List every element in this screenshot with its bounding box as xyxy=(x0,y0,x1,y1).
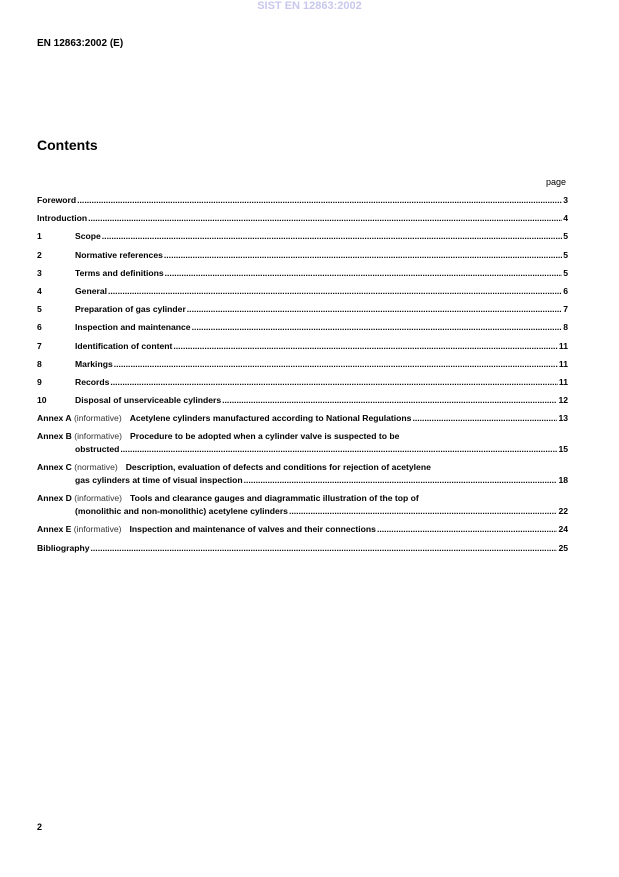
annex-line-1 xyxy=(37,462,568,475)
dot-leader xyxy=(187,304,562,314)
section-number: 6 xyxy=(37,322,42,333)
annex-label: Annex A xyxy=(37,413,72,424)
entry-title: Identification of content xyxy=(75,340,173,351)
toc-annex-entry[interactable] xyxy=(37,493,568,518)
dot-leader xyxy=(120,444,557,454)
annex-title: Procedure to be adopted when a cylinder valve is suspected to be xyxy=(130,431,400,442)
dot-leader xyxy=(165,268,563,278)
entry-title: Terms and definitions xyxy=(75,267,164,278)
entry-page: 22 xyxy=(558,505,568,516)
dot-leader xyxy=(110,377,558,387)
annex-type: (informative) xyxy=(74,431,123,442)
section-number: 2 xyxy=(37,249,42,260)
entry-page: 5 xyxy=(563,267,568,278)
annex-type: (informative) xyxy=(73,413,122,424)
dot-leader xyxy=(164,250,562,260)
annex-title-continued: gas cylinders at time of visual inspection xyxy=(75,474,243,485)
toc-annex-entry[interactable] xyxy=(37,524,568,542)
dot-leader xyxy=(222,395,557,405)
dot-leader xyxy=(91,543,558,553)
entry-title: Normative references xyxy=(75,249,163,260)
annex-title-continued: obstructed xyxy=(75,443,120,454)
entry-title: Inspection and maintenance xyxy=(75,322,191,333)
annex-title: Inspection and maintenance of valves and their connections xyxy=(129,524,376,535)
entry-page: 5 xyxy=(563,249,568,260)
annex-line-1 xyxy=(37,493,568,506)
entry-title: Disposal of unserviceable cylinders xyxy=(75,395,222,406)
dot-leader xyxy=(77,195,562,205)
dot-leader xyxy=(108,286,562,296)
entry-page: 11 xyxy=(558,358,568,369)
toc-entry[interactable] xyxy=(37,286,568,304)
entry-page: 7 xyxy=(563,304,568,315)
annex-line-1 xyxy=(37,431,568,444)
annex-label: Annex D xyxy=(37,493,72,504)
entry-page: 11 xyxy=(558,340,568,351)
toc-entry[interactable] xyxy=(37,213,568,231)
entry-page: 15 xyxy=(558,443,568,454)
section-number: 8 xyxy=(37,358,42,369)
toc-entry[interactable] xyxy=(37,395,568,413)
dot-leader xyxy=(289,506,557,516)
annex-title-continued: (monolithic and non-monolithic) acetylene cylinders xyxy=(75,505,288,516)
entry-title: Records xyxy=(75,376,110,387)
toc-annex-entry[interactable] xyxy=(37,431,568,456)
entry-page: 11 xyxy=(558,376,568,387)
annex-label: Annex C xyxy=(37,462,72,473)
annex-line-2 xyxy=(37,444,568,457)
entry-title: Bibliography xyxy=(37,542,90,553)
entry-page: 8 xyxy=(563,322,568,333)
toc-entry[interactable] xyxy=(37,377,568,395)
toc-annex-entry[interactable] xyxy=(37,462,568,487)
entry-title: Foreword xyxy=(37,195,77,205)
entry-title: Scope xyxy=(75,231,101,242)
annex-type: (normative) xyxy=(74,462,118,473)
annex-label: Annex B xyxy=(37,431,72,442)
annex-type: (informative) xyxy=(73,524,122,535)
dot-leader xyxy=(88,213,562,223)
section-number: 1 xyxy=(37,231,42,242)
entry-page: 12 xyxy=(558,395,568,406)
dot-leader xyxy=(114,359,558,369)
entry-page: 5 xyxy=(563,231,568,242)
annex-line-2 xyxy=(37,475,568,488)
entry-title: General xyxy=(75,285,108,296)
page-column-label: page xyxy=(545,177,566,187)
dot-leader xyxy=(377,524,557,534)
annex-label: Annex E xyxy=(37,524,72,535)
page-title: Contents xyxy=(37,137,98,153)
section-number: 3 xyxy=(37,267,42,278)
toc-entry[interactable] xyxy=(37,268,568,286)
annex-line-2 xyxy=(37,506,568,519)
toc-annex-entry[interactable] xyxy=(37,413,568,431)
dot-leader xyxy=(192,322,563,332)
toc-entry[interactable] xyxy=(37,322,568,340)
document-id: EN 12863:2002 (E) xyxy=(37,38,124,49)
section-number: 9 xyxy=(37,376,42,387)
toc-bibliography[interactable] xyxy=(37,543,568,561)
dot-leader xyxy=(102,231,562,241)
entry-title: Preparation of gas cylinder xyxy=(75,304,186,315)
entry-page: 24 xyxy=(558,524,568,535)
entry-page: 13 xyxy=(558,413,568,424)
section-number: 7 xyxy=(37,340,42,351)
entry-page: 18 xyxy=(558,474,568,485)
watermark: SIST EN 12863:2002 xyxy=(257,0,362,12)
section-number: 4 xyxy=(37,285,42,296)
annex-title: Acetylene cylinders manufactured according to National Regulations xyxy=(129,413,412,424)
entry-title: Introduction xyxy=(37,213,88,224)
entry-page: 6 xyxy=(563,285,568,296)
toc-entry[interactable] xyxy=(37,359,568,377)
dot-leader xyxy=(244,475,558,485)
page-number: 2 xyxy=(37,822,43,832)
annex-title: Tools and clearance gauges and diagrammatic illustration of the top of xyxy=(130,493,419,504)
annex-title: Description, evaluation of defects and conditions for rejection of acetylene xyxy=(125,462,431,473)
toc-entry[interactable] xyxy=(37,250,568,268)
section-number: 5 xyxy=(37,304,42,315)
toc-entry[interactable] xyxy=(37,304,568,322)
entry-page: 3 xyxy=(563,195,568,205)
section-number: 10 xyxy=(37,395,47,406)
table-of-contents xyxy=(37,195,568,561)
entry-page: 4 xyxy=(563,213,568,224)
toc-entry[interactable] xyxy=(37,195,568,213)
toc-entry[interactable] xyxy=(37,231,568,249)
annex-type: (informative) xyxy=(74,493,123,504)
entry-title: Markings xyxy=(75,358,113,369)
dot-leader xyxy=(173,341,558,351)
entry-page: 25 xyxy=(558,542,568,553)
toc-entry[interactable] xyxy=(37,341,568,359)
dot-leader xyxy=(412,413,557,423)
